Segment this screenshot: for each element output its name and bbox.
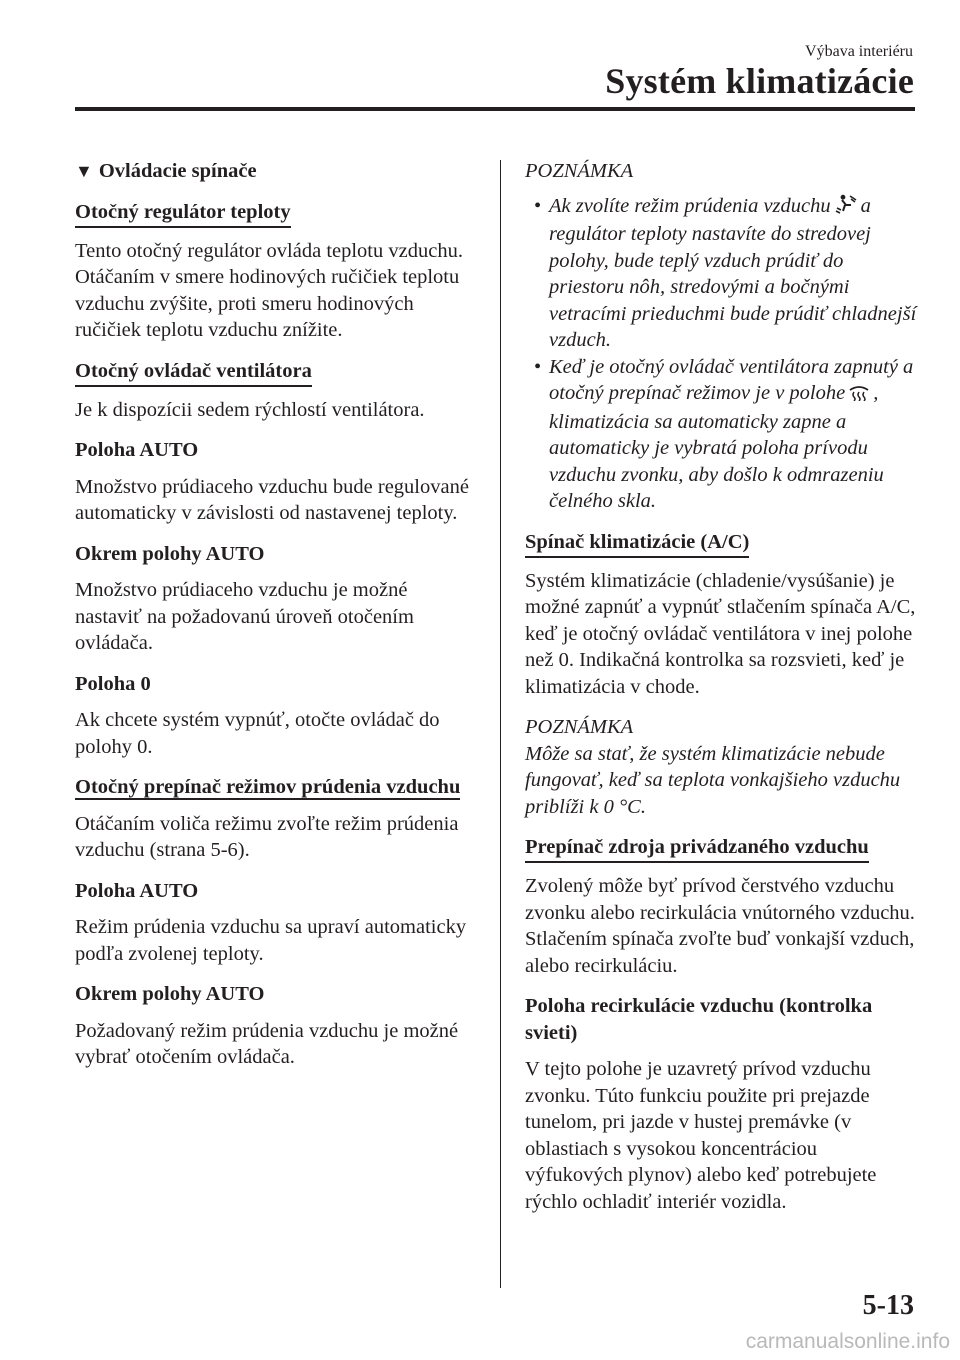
column-divider bbox=[500, 160, 501, 1288]
note-heading: POZNÁMKA bbox=[525, 160, 634, 182]
mode-except-heading: Okrem polohy AUTO bbox=[75, 983, 265, 1005]
mode-auto-text: Režim prúdenia vzduchu sa upraví automaticky podľa zvolenej teploty. bbox=[75, 916, 467, 965]
recirc-text: V tejto polohe je uzavretý prívod vzduchu zvonku. Túto funkciu použite pri prejazde tunelom, pri jazde v hustej premávke (v oblastiach s vysokou koncentráciou výfukových plynov) alebo keď potrebujete rýchlo ochladiť interiér vozidla. bbox=[525, 1058, 877, 1213]
mode-except-text: Požadovaný režim prúdenia vzduchu je možné vybrať otočením ovládača. bbox=[75, 1019, 459, 1068]
page-number: 5-13 bbox=[862, 1290, 914, 1321]
page-title: Systém klimatizácie bbox=[605, 61, 914, 101]
triangle-down-icon: ▼ bbox=[75, 161, 93, 181]
fan-auto-heading: Poloha AUTO bbox=[75, 439, 199, 461]
intake-switch-text: Zvolený môže byť prívod čerstvého vzduchu zvonku alebo recirkulácia vnútorného vzduchu. Stlačením spínača zvoľte buď vonkajší vzduch, alebo recirkuláciu. bbox=[525, 875, 915, 977]
chapter-kicker: Výbava interiéru bbox=[805, 43, 913, 60]
recirc-heading: Poloha recirkulácie vzduchu (kontrolka svieti) bbox=[525, 995, 873, 1044]
fan-auto-text: Množstvo prúdiaceho vzduchu bude regulované automaticky v závislosti od nastavenej teploty. bbox=[75, 475, 469, 524]
windshield-defrost-icon bbox=[848, 381, 870, 409]
fan-except-text: Množstvo prúdiaceho vzduchu je možné nastaviť na požadovanú úroveň otočením ovládača. bbox=[75, 579, 414, 654]
mode-dial-text: Otáčaním voliča režimu zvoľte režim prúdenia vzduchu (strana 5-6). bbox=[75, 812, 459, 861]
section-heading: ▼ Ovládacie spínače bbox=[75, 160, 257, 182]
left-column bbox=[75, 158, 475, 1085]
note-bullet: • Keď je otočný ovládač ventilátora zapnutý a otočný prepínač režimov je v polohe , klimatizácia sa automaticky zapne a automaticky je vybratá poloha prívodu vzduchu zvonku, aby došlo k odmrazeniu čelného skla. bbox=[534, 355, 914, 512]
fan-dial-text: Je k dispozícii sedem rýchlostí ventilátora. bbox=[75, 398, 425, 421]
temp-dial-text: Tento otočný regulátor ovláda teplotu vzduchu. Otáčaním v smere hodinových ručičiek teplotu vzduchu zvýšite, proti smeru hodinových ručičiek teplotu vzduchu znížite. bbox=[75, 239, 463, 341]
note-text: Môže sa stať, že systém klimatizácie nebude fungovať, keď sa teplota vonkajšieho vzduchu priblíži k 0 °C. bbox=[525, 742, 901, 818]
intake-switch-heading: Prepínač zdroja privádzaného vzduchu bbox=[525, 835, 869, 863]
fan-dial-heading: Otočný ovládač ventilátora bbox=[75, 359, 312, 387]
ac-switch-text: Systém klimatizácie (chladenie/vysúšanie) je možné zapnúť a vypnúť stlačením spínača A/C, keď je otočný ovládač ventilátora v inej polohe než 0. Indikačná kontrolka sa rozsvieti, keď je klimatizácia v chode. bbox=[525, 569, 916, 698]
note-bullet: • Ak zvolíte režim prúdenia vzduchu a regulátor teploty nastavíte do stredovej polohy, bude teplý vzduch prúdiť do priestoru nôh, stredovými a bočnými vetracími prieduchmi bude prúdiť chladnejší vzduch. bbox=[534, 194, 917, 351]
fan-except-heading: Okrem polohy AUTO bbox=[75, 542, 265, 565]
ac-switch-heading: Spínač klimatizácie (A/C) bbox=[525, 530, 749, 558]
fan-zero-text: Ak chcete systém vypnúť, otočte ovládač do polohy 0. bbox=[75, 709, 440, 758]
note-heading: POZNÁMKA bbox=[525, 716, 634, 738]
mode-dial-heading: Otočný prepínač režimov prúdenia vzduchu bbox=[75, 776, 461, 798]
watermark: carmanualsonline.info bbox=[745, 1330, 950, 1353]
temp-dial-heading: Otočný regulátor teploty bbox=[75, 200, 291, 228]
page-header bbox=[0, 0, 960, 112]
mode-auto-heading: Poloha AUTO bbox=[75, 879, 199, 902]
header-rule bbox=[75, 107, 915, 111]
right-column bbox=[525, 158, 920, 1229]
airflow-feet-vent-icon bbox=[834, 194, 858, 222]
fan-zero-heading: Poloha 0 bbox=[75, 672, 151, 695]
note-bullets bbox=[525, 193, 920, 515]
